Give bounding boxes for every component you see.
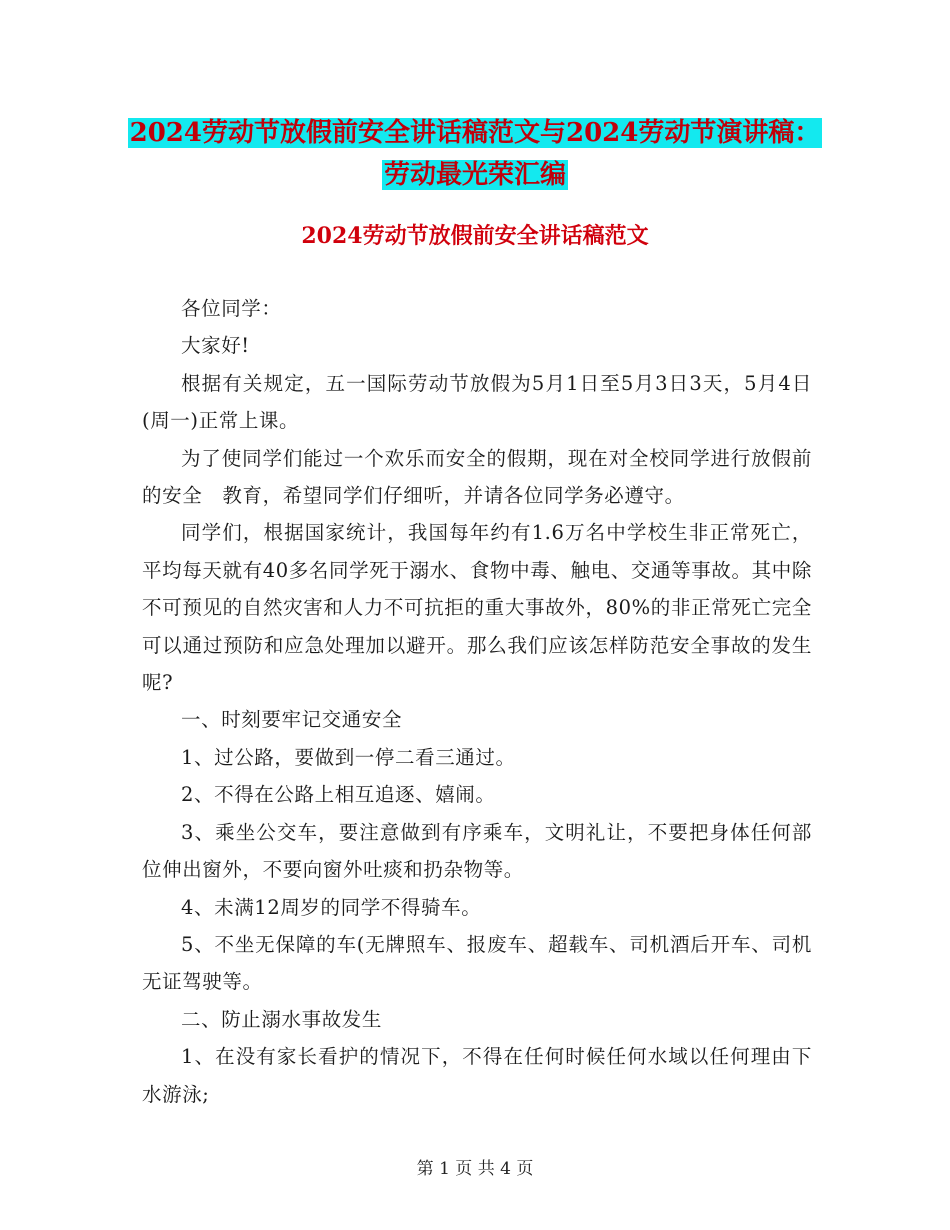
paragraph: 同学们，根据国家统计，我国每年约有1.6万名中学校生非正常死亡，平均每天就有40多名同学死于溺水、食物中毒、触电、交通等事故。其中除不可预见的自然灾害和人力不可抗拒的重大事故外，80%的非正常死亡完全可以通过预防和应急处理加以避开。那么我们应该怎样防范安全事故的发生呢? [142, 521, 812, 695]
list-item: 2、不得在公路上相互追逐、嬉闹。 [181, 783, 496, 807]
paragraph: 大家好! [181, 334, 250, 358]
list-item: 1、在没有家长看护的情况下，不得在任何时候任何水域以任何理由下水游泳; [142, 1045, 812, 1106]
heading-paragraph: 二、防止溺水事故发生 [181, 1007, 383, 1031]
paragraph: 各位同学： [181, 297, 282, 320]
list-item: 3、乘坐公交车，要注意做到有序乘车，文明礼让，不要把身体任何部位伸出窗外，不要向窗外吐痰和扔杂物等。 [142, 820, 812, 882]
document-title-text: 2024劳动节放假前安全讲话稿范文与2024劳动节演讲稿：劳动最光荣汇编 [129, 118, 821, 190]
page-number-footer: 第 1 页 共 4 页 [416, 1159, 534, 1179]
list-item: 1、过公路，要做到一停二看三通过。 [181, 745, 516, 769]
section-title: 2024劳动节放假前安全讲话稿范文 [301, 223, 649, 249]
list-item: 5、不坐无保障的车(无牌照车、报废车、超载车、司机酒后开车、司机无证驾驶等。 [142, 932, 812, 994]
paragraph: 根据有关规定，五一国际劳动节放假为5月1日至5月3日3天，5月4日(周一)正常上课。 [142, 371, 812, 433]
list-item: 4、未满12周岁的同学不得骑车。 [181, 895, 482, 919]
document-body [142, 290, 812, 1113]
heading-paragraph: 一、时刻要牢记交通安全 [181, 708, 403, 732]
document-title [120, 112, 830, 196]
paragraph: 为了使同学们能过一个欢乐而安全的假期，现在对全校同学进行放假前的安全 教育，希望同学们仔细听，并请各位同学务必遵守。 [142, 446, 812, 508]
